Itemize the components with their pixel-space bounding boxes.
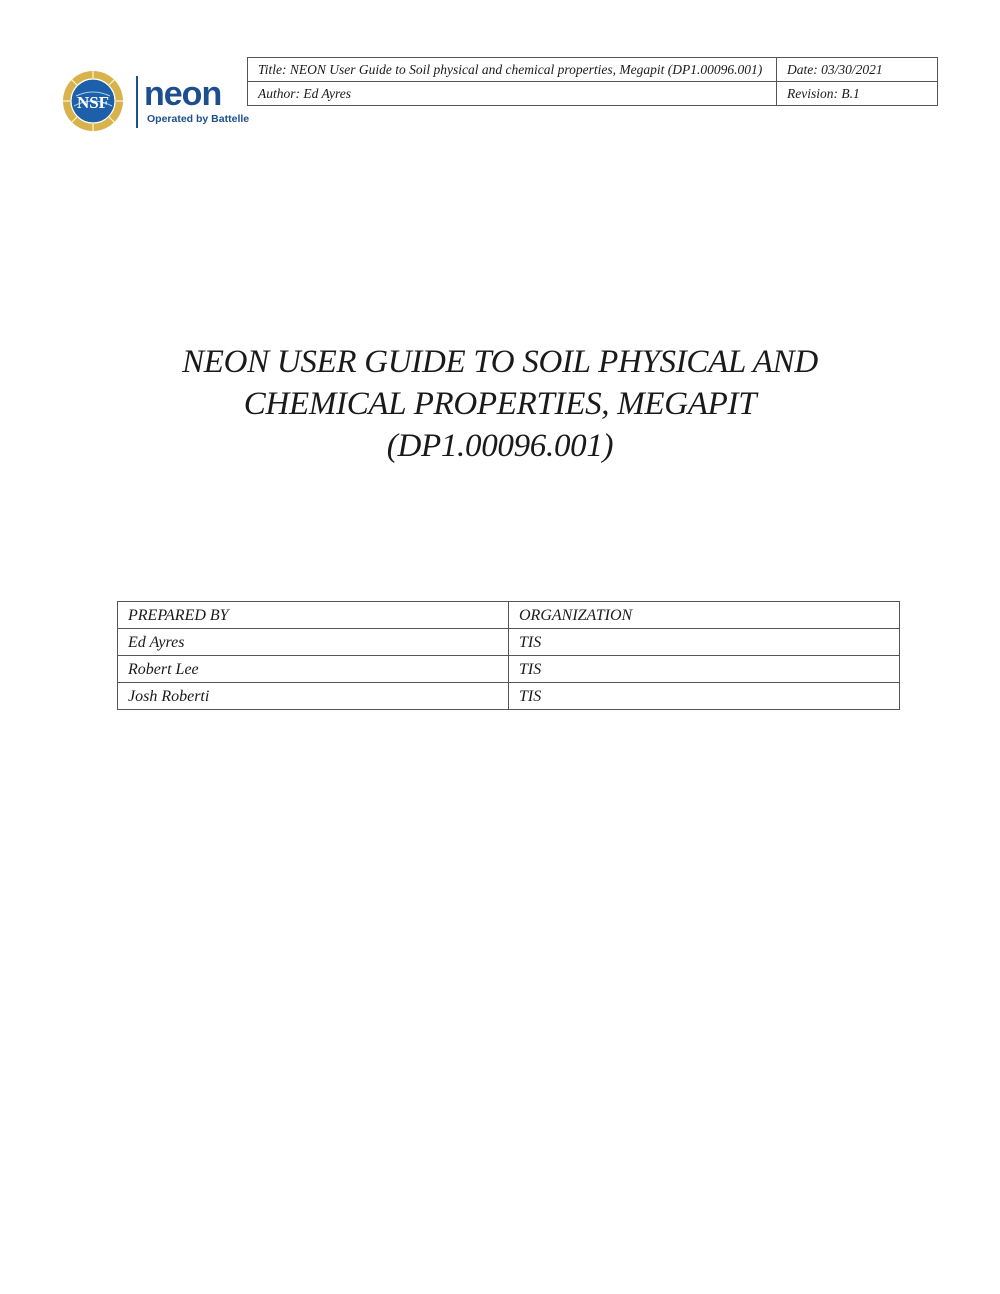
preparer-organization: TIS	[509, 683, 900, 710]
preparer-organization: TIS	[509, 629, 900, 656]
document-title-line-3: (DP1.00096.001)	[386, 428, 614, 464]
neon-wordmark-text: neon	[144, 76, 222, 112]
preparer-organization: TIS	[509, 656, 900, 683]
prepared-by-table	[117, 601, 900, 710]
header-title: Title: NEON User Guide to Soil physical and chemical properties, Megapit (DP1.00096.001)	[248, 58, 777, 82]
document-title-line-2: CHEMICAL PROPERTIES, MEGAPIT	[243, 386, 757, 422]
nsf-seal-icon	[62, 70, 124, 132]
organization-header: ORGANIZATION	[509, 602, 900, 629]
nsf-seal-text: NSF	[76, 93, 110, 112]
neon-tagline: Operated by Battelle	[147, 113, 250, 125]
logo-divider	[136, 76, 138, 128]
header-row-author	[248, 82, 938, 106]
table-row	[118, 683, 900, 710]
table-row	[118, 656, 900, 683]
neon-nsf-logo	[62, 68, 250, 134]
preparer-name: Ed Ayres	[118, 629, 509, 656]
prepared-by-header: PREPARED BY	[118, 602, 509, 629]
header-author: Author: Ed Ayres	[248, 82, 777, 106]
preparer-name: Robert Lee	[118, 656, 509, 683]
table-row	[118, 629, 900, 656]
preparer-name: Josh Roberti	[118, 683, 509, 710]
neon-wordmark-icon	[144, 76, 242, 112]
document-header-table	[247, 57, 938, 106]
header-row-title	[248, 58, 938, 82]
header-date: Date: 03/30/2021	[777, 58, 938, 82]
header-revision: Revision: B.1	[777, 82, 938, 106]
prepared-table-header-row	[118, 602, 900, 629]
document-title-line-1: NEON USER GUIDE TO SOIL PHYSICAL AND	[182, 344, 818, 380]
document-title	[100, 341, 900, 467]
